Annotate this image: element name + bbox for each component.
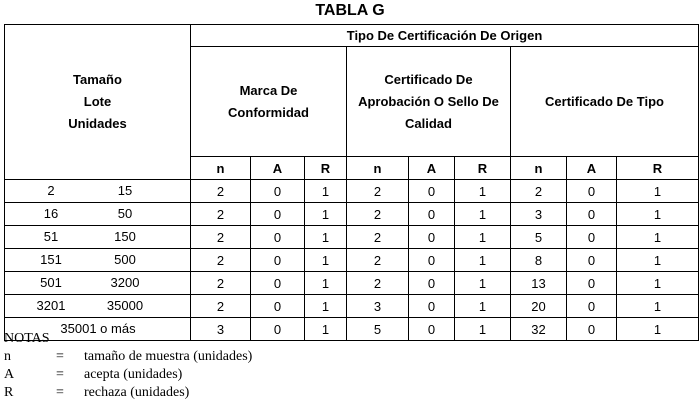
- cell-n: 20: [511, 295, 567, 318]
- note-text: acepta (unidades): [84, 367, 183, 382]
- cell-r: 1: [617, 272, 699, 295]
- lot-size-cell: [5, 249, 191, 272]
- lot-size-from: 35001 o más: [60, 321, 136, 336]
- lot-size-to: 500: [114, 252, 136, 267]
- note-text: rechaza (unidades): [84, 385, 190, 400]
- cell-a: 0: [567, 203, 617, 226]
- lot-size-header: [5, 25, 191, 180]
- cell-a: 0: [567, 249, 617, 272]
- cell-r: 1: [305, 295, 347, 318]
- cell-n: 5: [347, 318, 409, 341]
- cell-r: 1: [305, 203, 347, 226]
- col-header-n: n: [191, 157, 251, 180]
- lot-size-cell: [5, 272, 191, 295]
- lot-size-to: 35000: [106, 298, 144, 313]
- table-row: [5, 180, 699, 203]
- lot-size-from: 16: [43, 206, 59, 221]
- table-row: [5, 249, 699, 272]
- lot-size-from: 501: [40, 275, 62, 290]
- note-equals: =: [56, 385, 64, 400]
- cell-a: 0: [409, 249, 455, 272]
- approval-certificate-line1: Certificado De: [384, 71, 473, 87]
- lot-size-to: 15: [117, 183, 133, 198]
- cell-n: 2: [191, 226, 251, 249]
- approval-certificate-line3: Calidad: [405, 115, 452, 131]
- cell-n: 3: [347, 295, 409, 318]
- certification-type-header: Tipo De Certificación De Origen: [191, 25, 699, 47]
- cell-n: 13: [511, 272, 567, 295]
- cell-a: 0: [567, 180, 617, 203]
- type-certificate-line1: Certificado De Tipo: [545, 93, 664, 109]
- cell-a: 0: [409, 272, 455, 295]
- lot-size-cell: [5, 203, 191, 226]
- cell-n: 2: [511, 180, 567, 203]
- cell-r: 1: [305, 272, 347, 295]
- cell-n: 2: [191, 272, 251, 295]
- lot-size-cell: [5, 295, 191, 318]
- conformity-mark-line1: Marca De: [239, 82, 298, 98]
- cell-r: 1: [455, 318, 511, 341]
- note-text: tamaño de muestra (unidades): [84, 349, 253, 364]
- col-header-n: n: [347, 157, 409, 180]
- cell-r: 1: [455, 295, 511, 318]
- cell-a: 0: [251, 295, 305, 318]
- approval-certificate-line2: Aprobación O Sello De: [358, 93, 499, 109]
- approval-certificate-header: [347, 47, 511, 157]
- cell-a: 0: [409, 318, 455, 341]
- cell-n: 2: [191, 295, 251, 318]
- cell-r: 1: [455, 249, 511, 272]
- lot-size-from: 3201: [36, 298, 66, 313]
- note-symbol: n: [4, 349, 11, 364]
- cell-n: 32: [511, 318, 567, 341]
- cell-r: 1: [617, 180, 699, 203]
- cell-a: 0: [251, 272, 305, 295]
- col-header-a: A: [251, 157, 305, 180]
- lot-size-header-line2: Lote: [83, 94, 112, 109]
- cell-r: 1: [305, 226, 347, 249]
- cell-r: 1: [455, 180, 511, 203]
- cell-a: 0: [251, 318, 305, 341]
- cell-a: 0: [251, 180, 305, 203]
- cell-n: 3: [511, 203, 567, 226]
- cell-r: 1: [617, 318, 699, 341]
- lot-size-cell: [5, 226, 191, 249]
- table-title: TABLA G: [315, 2, 385, 19]
- note-item: [4, 366, 183, 384]
- cell-r: 1: [617, 203, 699, 226]
- note-item: [4, 384, 190, 402]
- cell-r: 1: [305, 180, 347, 203]
- note-symbol: A: [4, 367, 15, 382]
- lot-size-to: 150: [114, 229, 136, 244]
- note-equals: =: [56, 349, 64, 364]
- cell-n: 2: [347, 272, 409, 295]
- cell-a: 0: [567, 318, 617, 341]
- cell-n: 8: [511, 249, 567, 272]
- cell-n: 2: [191, 180, 251, 203]
- cell-n: 2: [347, 180, 409, 203]
- cell-n: 2: [347, 226, 409, 249]
- col-header-n: n: [511, 157, 567, 180]
- lot-size-cell: [5, 180, 191, 203]
- cell-a: 0: [251, 203, 305, 226]
- cell-a: 0: [567, 295, 617, 318]
- note-equals: =: [56, 367, 64, 382]
- cell-a: 0: [409, 180, 455, 203]
- col-header-r: R: [305, 157, 347, 180]
- cell-n: 2: [347, 203, 409, 226]
- type-certificate-header: [511, 47, 699, 157]
- lot-size-to: 3200: [110, 275, 140, 290]
- conformity-mark-header: [191, 47, 347, 157]
- cell-n: 5: [511, 226, 567, 249]
- cell-n: 3: [191, 318, 251, 341]
- lot-size-from: 2: [47, 183, 55, 198]
- note-item: [4, 348, 253, 366]
- cell-r: 1: [617, 295, 699, 318]
- conformity-mark-line2: Conformidad: [228, 104, 309, 120]
- cell-n: 2: [191, 249, 251, 272]
- lot-size-from: 151: [40, 252, 62, 267]
- cell-r: 1: [455, 272, 511, 295]
- cell-r: 1: [455, 203, 511, 226]
- cell-r: 1: [305, 249, 347, 272]
- col-header-r: R: [455, 157, 511, 180]
- lot-size-to: 50: [117, 206, 133, 221]
- table-row: [5, 295, 699, 318]
- notes-section: [4, 330, 253, 402]
- sampling-table: [4, 24, 699, 341]
- col-header-a: A: [409, 157, 455, 180]
- cell-r: 1: [455, 226, 511, 249]
- cell-r: 1: [617, 226, 699, 249]
- cell-a: 0: [409, 295, 455, 318]
- lot-size-from: 51: [43, 229, 59, 244]
- cell-r: 1: [305, 318, 347, 341]
- cell-a: 0: [409, 203, 455, 226]
- cell-a: 0: [251, 249, 305, 272]
- cell-n: 2: [347, 249, 409, 272]
- cell-a: 0: [409, 226, 455, 249]
- cell-a: 0: [567, 272, 617, 295]
- cell-r: 1: [617, 249, 699, 272]
- notes-heading: NOTAS: [4, 331, 50, 346]
- table-row: [5, 272, 699, 295]
- table-row: [5, 318, 699, 341]
- col-header-r: R: [617, 157, 699, 180]
- table-row: [5, 226, 699, 249]
- cell-a: 0: [567, 226, 617, 249]
- cell-a: 0: [251, 226, 305, 249]
- cell-n: 2: [191, 203, 251, 226]
- lot-size-header-line3: Unidades: [68, 116, 127, 131]
- lot-size-header-line1: Tamaño: [73, 72, 122, 87]
- col-header-a: A: [567, 157, 617, 180]
- note-symbol: R: [4, 385, 14, 400]
- table-row: [5, 203, 699, 226]
